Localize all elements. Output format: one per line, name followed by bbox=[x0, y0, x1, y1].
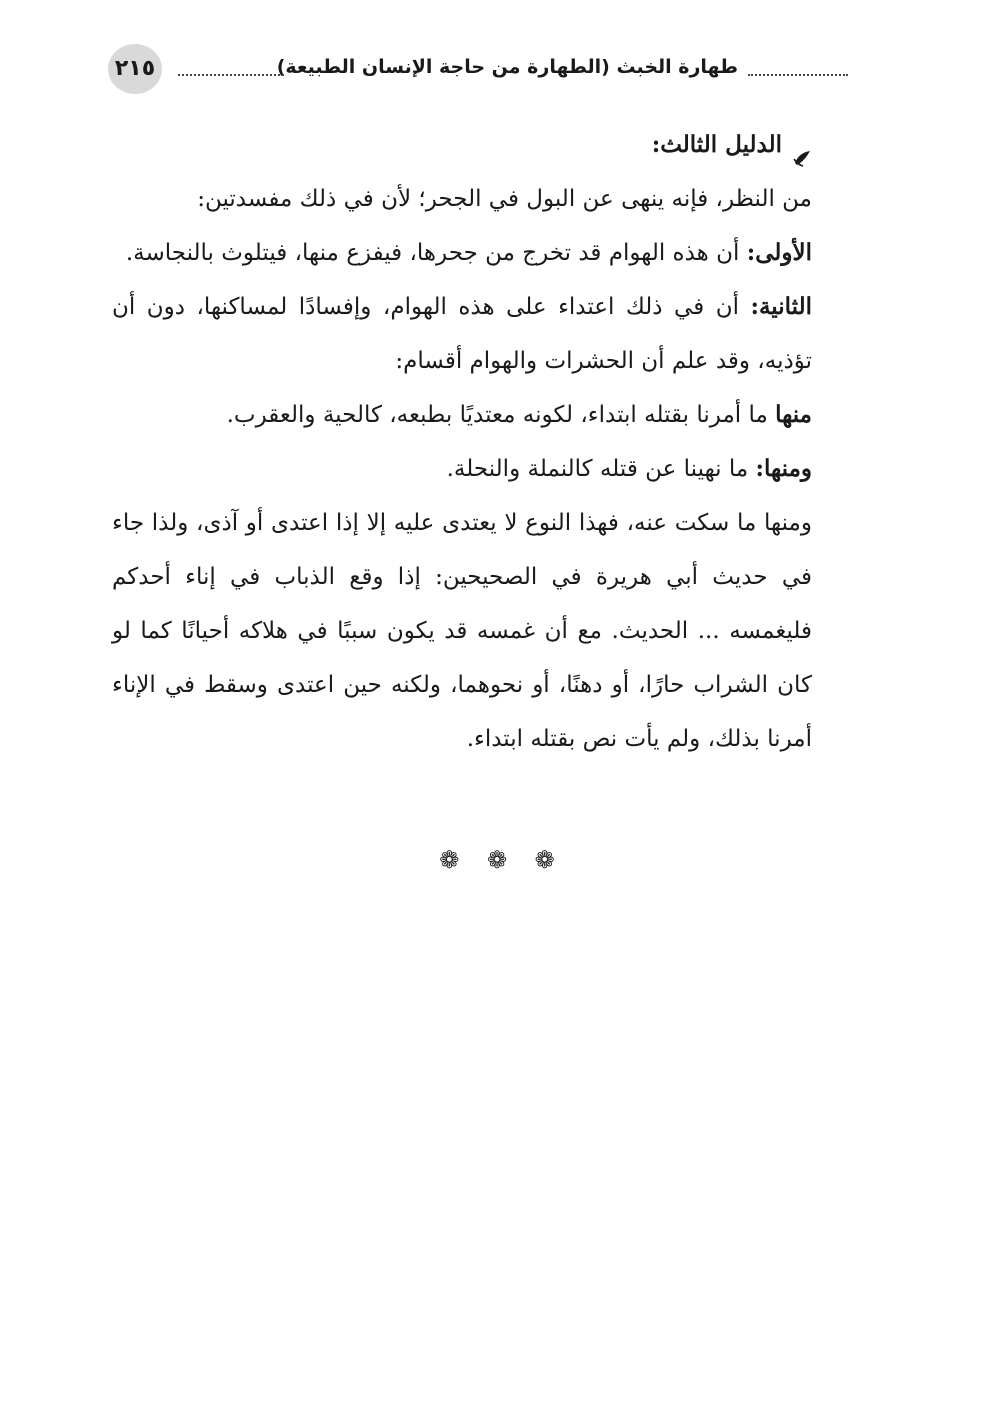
running-title: طهارة الخبث (الطهارة من حاجة الإنسان الطبيعة) bbox=[276, 56, 738, 78]
paragraph-first bbox=[112, 226, 858, 280]
paragraph-second-text: أن في ذلك اعتداء على هذه الهوام، وإفسادًا لمساكنها، دون أن تؤذيه، وقد علم أن الحشرات والهوام أقسام: bbox=[112, 294, 812, 374]
leaf-bullet-icon bbox=[792, 135, 812, 155]
paragraph-second-label: الثانية: bbox=[750, 293, 812, 320]
header-dotted-leader-left bbox=[178, 74, 284, 76]
paragraph-second bbox=[112, 280, 858, 388]
paragraph-first-label: الأولى: bbox=[746, 239, 812, 266]
paragraph-kill-first-text: ما أمرنا بقتله ابتداء، لكونه معتديًا بطبعه، كالحية والعقرب. bbox=[226, 402, 776, 428]
paragraph-first-text: أن هذه الهوام قد تخرج من جحرها، فيفزع منها، فيتلوث بالنجاسة. bbox=[125, 240, 747, 266]
running-header bbox=[108, 44, 848, 96]
section-heading-text: الدليل الثالث: bbox=[651, 131, 782, 158]
paragraph-kill-first bbox=[112, 388, 858, 442]
main-text bbox=[112, 118, 858, 766]
paragraph-intro: من النظر، فإنه ينهى عن البول في الجحر؛ لأن في ذلك مفسدتين: bbox=[197, 186, 812, 212]
section-end-ornament: ❁ ❁ ❁ bbox=[439, 846, 565, 874]
page-number-badge: ٢١٥ bbox=[108, 44, 162, 94]
paragraph-forbidden-label: ومنها: bbox=[755, 455, 812, 482]
paragraph-forbidden-text: ما نهينا عن قتله كالنملة والنحلة. bbox=[446, 456, 756, 482]
paragraph-forbidden bbox=[112, 442, 858, 496]
paragraph-kill-first-label: منها bbox=[775, 401, 812, 428]
paragraph-silent: ومنها ما سكت عنه، فهذا النوع لا يعتدى عليه إلا إذا اعتدى أو آذى، ولذا جاء في حديث أبي هريرة في الصحيحين: إذا وقع الذباب في إناء أحدكم فليغمسه ... الحديث. مع أن غمسه قد يكون سببًا في هلاكه أحيانًا كما لو كان الشراب حارًا، أو دهنًا، أو نحوهما، ولكنه حين اعتدى وسقط في الإناء أمرنا بذلك، ولم يأت نص بقتله ابتداء. bbox=[112, 510, 812, 752]
section-heading bbox=[112, 118, 858, 172]
header-dotted-leader-right bbox=[748, 74, 848, 76]
